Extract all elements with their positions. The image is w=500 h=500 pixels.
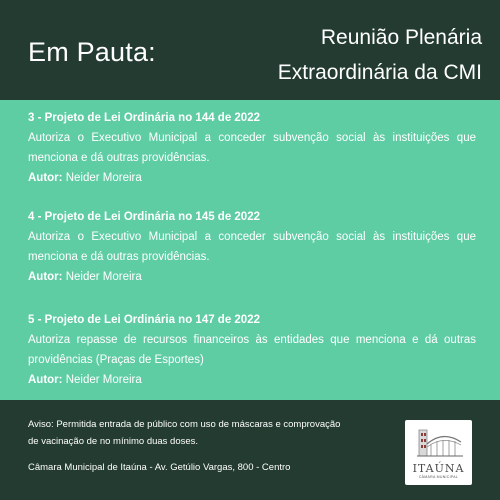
- agenda-item-author: [28, 370, 476, 390]
- author-name: Neider Moreira: [65, 172, 142, 184]
- agenda-item-author: [28, 267, 476, 287]
- author-label: Autor:: [28, 374, 63, 386]
- meeting-title-line1: Reunião Plenária: [320, 26, 482, 49]
- author-label: Autor:: [28, 172, 63, 184]
- author-name: Neider Moreira: [65, 374, 142, 386]
- agenda-panel: [0, 100, 500, 400]
- agenda-item-3: [28, 108, 476, 188]
- footer: [0, 400, 500, 500]
- agenda-item-description: Autoriza repasse de recursos financeiros às entidades que menciona e dá outras providências (Praças de Esportes): [28, 334, 476, 366]
- camara-logo: [405, 420, 472, 485]
- agenda-item-5: [28, 310, 476, 390]
- building-icon: [405, 420, 472, 465]
- logo-subtitle: CÂMARA MUNICIPAL: [418, 475, 459, 479]
- meeting-title: [278, 20, 482, 90]
- agenda-item-description: Autoriza o Executivo Municipal a conceder subvenção social às instituições que menciona e dá outras providências.: [28, 231, 476, 263]
- agenda-item-title: 4 - Projeto de Lei Ordinária no 145 de 2022: [28, 211, 260, 223]
- address-text: Câmara Municipal de Itaúna - Av. Getúlio Vargas, 800 - Centro: [28, 462, 291, 473]
- agenda-item-author: [28, 168, 476, 188]
- logo-wordmark: ITAÚNA: [412, 462, 465, 475]
- header: [0, 0, 500, 100]
- meeting-title-line2: Extraordinária da CMI: [277, 61, 482, 84]
- notice-text: Aviso: Permitida entrada de público com uso de máscaras e comprovação de vacinação de no mínimo duas doses.: [28, 419, 341, 447]
- author-label: Autor:: [28, 271, 63, 283]
- agenda-item-description: Autoriza o Executivo Municipal a conceder subvenção social às instituições que menciona e dá outras providências.: [28, 132, 476, 164]
- agenda-item-4: [28, 207, 476, 287]
- agenda-item-title: 5 - Projeto de Lei Ordinária no 147 de 2022: [28, 314, 260, 326]
- agenda-heading: Em Pauta:: [28, 37, 156, 67]
- agenda-item-title: 3 - Projeto de Lei Ordinária no 144 de 2022: [28, 112, 260, 124]
- author-name: Neider Moreira: [65, 271, 142, 283]
